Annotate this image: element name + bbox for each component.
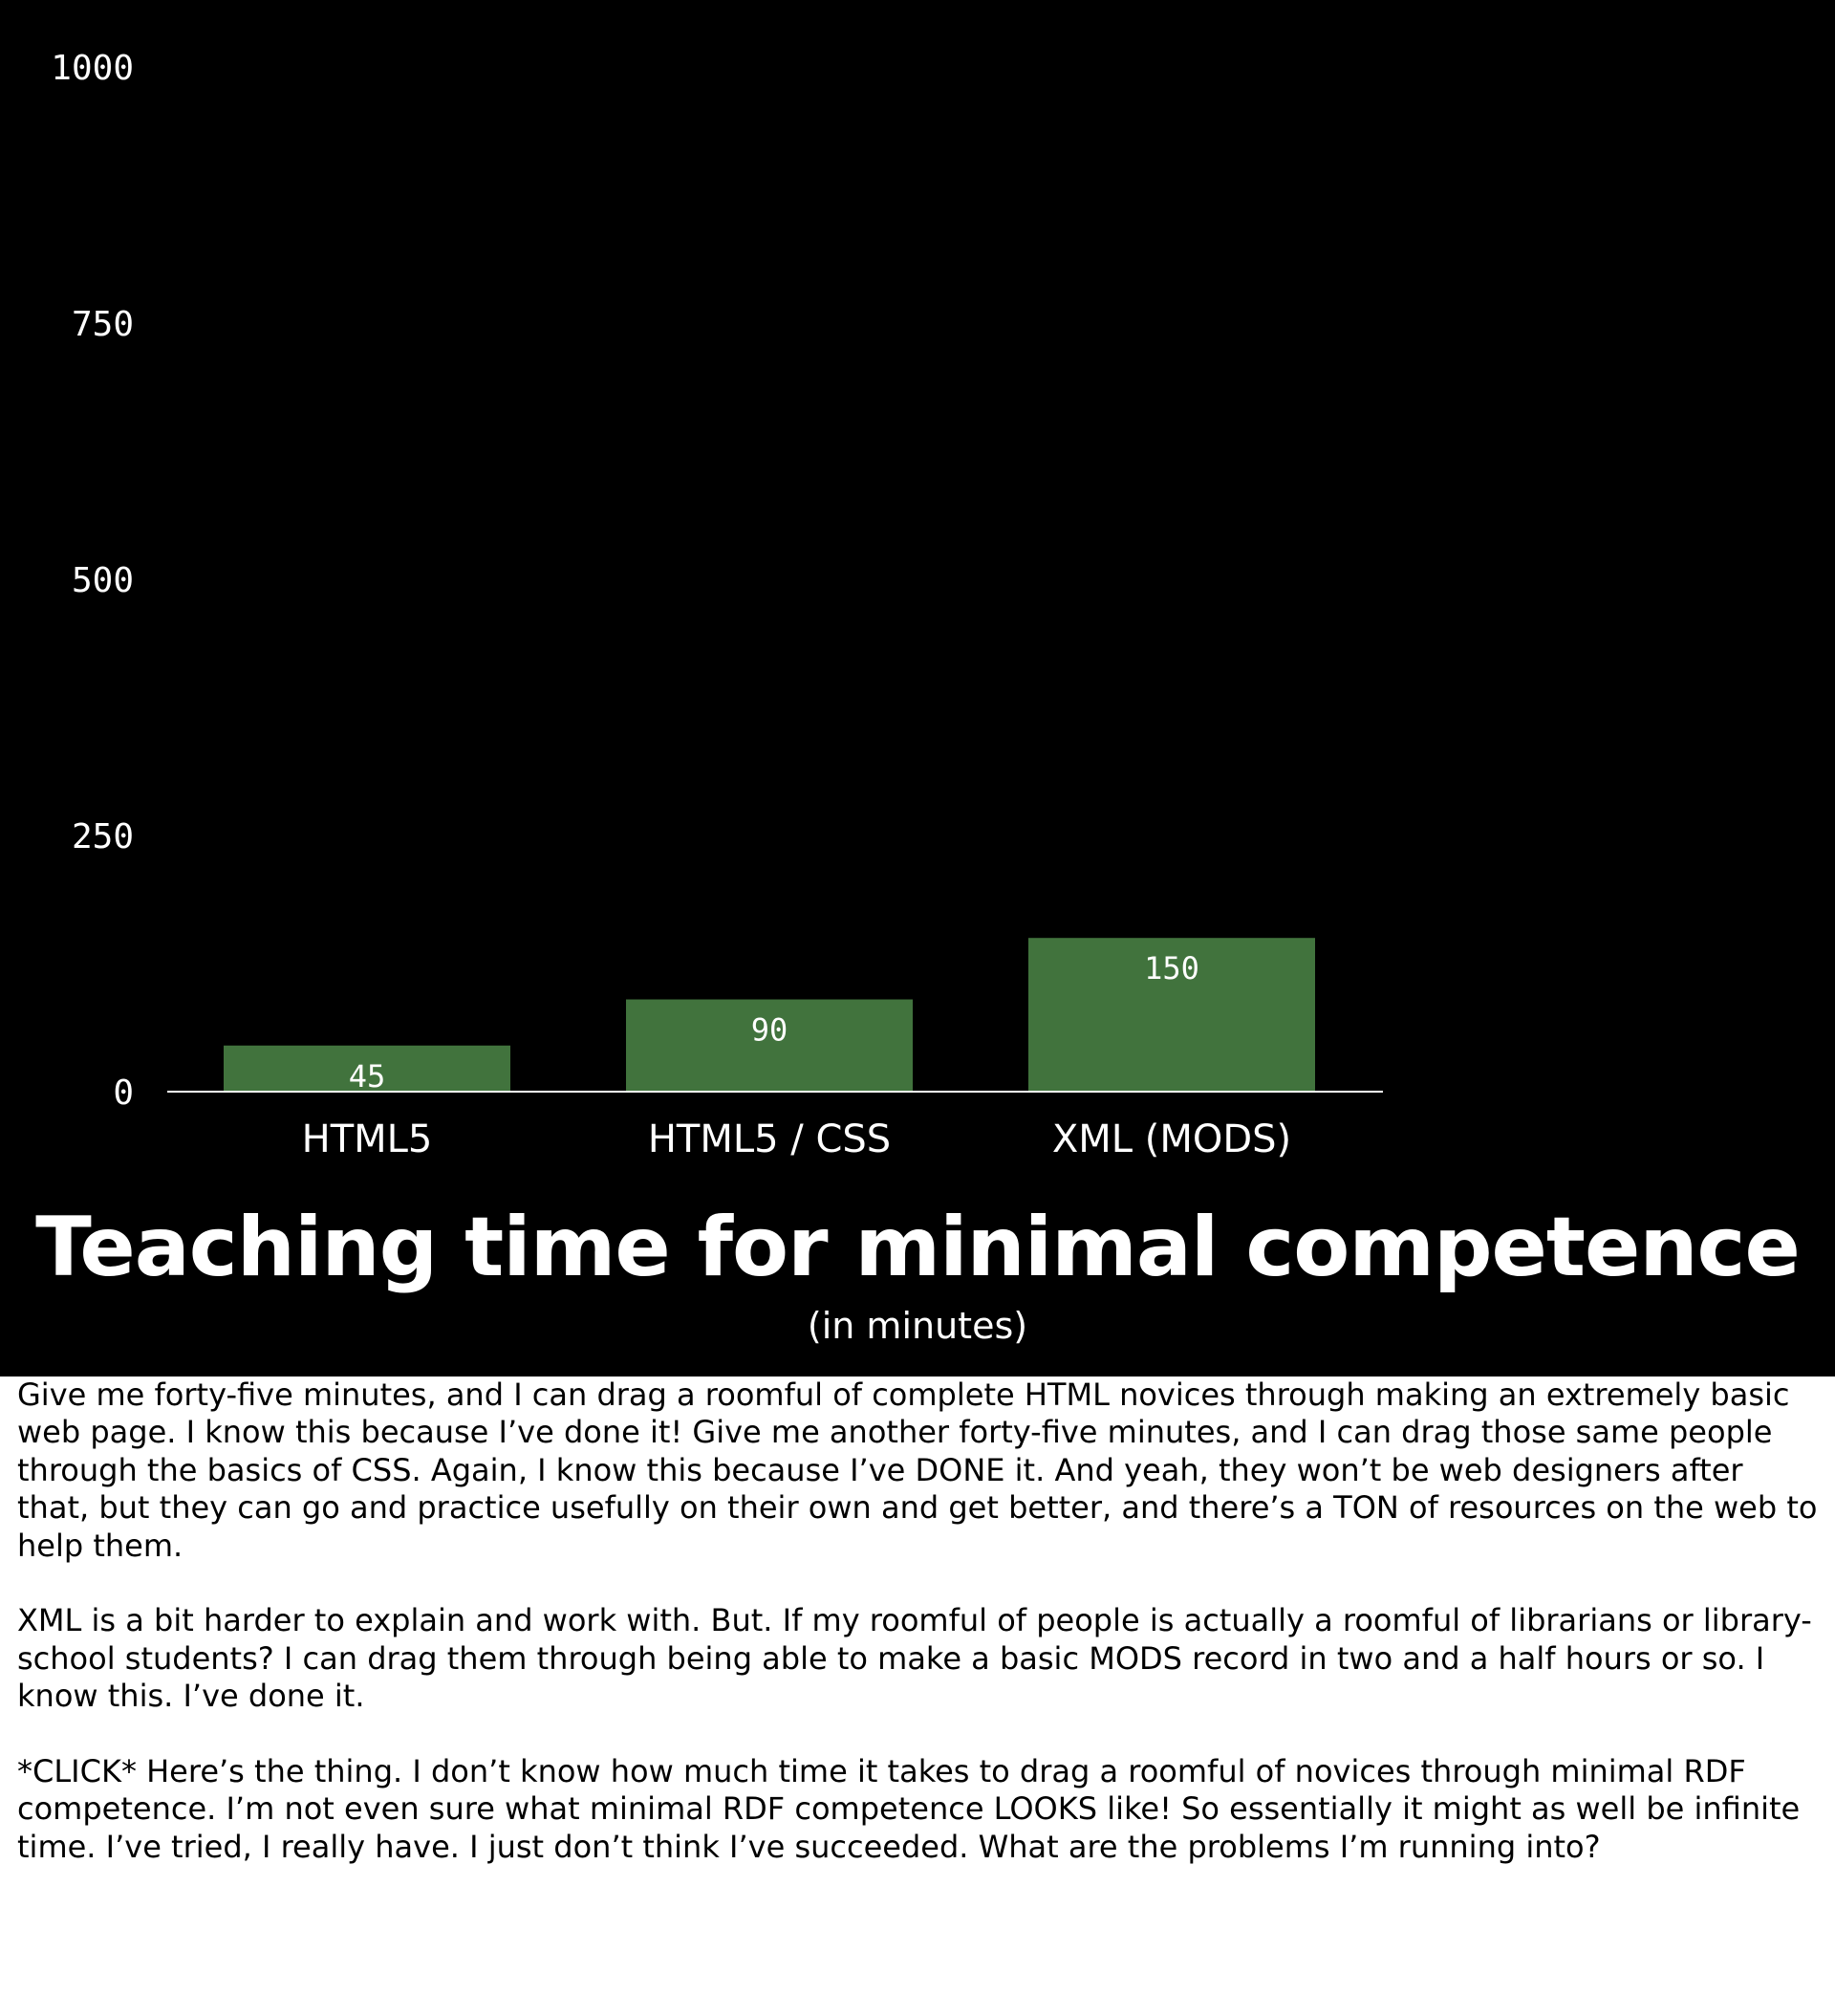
chart-title: Teaching time for minimal competence xyxy=(35,1200,1800,1295)
x-category-label: HTML5 / CSS xyxy=(647,1117,892,1161)
data-label: 45 xyxy=(348,1057,386,1095)
notes-paragraph-2: XML is a bit harder to explain and work with. But. If my roomful of people is actually a roomful of librarians or library-school students? I can drag them through being able to make a basic MODS record in two and a half hours or so. I know this. I’ve done it. xyxy=(17,1602,1812,1715)
notes-paragraph-1: Give me forty-five minutes, and I can drag a roomful of complete HTML novices through making an extremely basic web page. I know this because I’ve done it! Give me another forty-five minutes, and I can drag those same people through the basics of CSS. Again, I know this because I’ve DONE it. And yeah, they won’t be web designers after that, but they can go and practice usefully on their own and get better, and there’s a TON of resources on the web to help them. xyxy=(17,1377,1818,1564)
y-tick-label: 250 xyxy=(71,817,134,856)
x-category-label: HTML5 xyxy=(301,1117,433,1161)
y-tick-label: 500 xyxy=(71,561,134,600)
y-tick-label: 1000 xyxy=(51,49,134,88)
y-tick-label: 750 xyxy=(71,305,134,344)
speaker-notes xyxy=(17,1377,1818,1904)
data-label: 90 xyxy=(750,1011,788,1049)
y-tick-label: 0 xyxy=(113,1073,134,1113)
notes-paragraph-3: *CLICK* Here’s the thing. I don’t know how much time it takes to drag a roomful of novices through minimal RDF competence. I’m not even sure what minimal RDF competence LOOKS like! So essentially it might as well be infinite time. I’ve tried, I really have. I just don’t think I’ve succeeded. What are the problems I’m running into? xyxy=(17,1753,1801,1865)
chart-subtitle: (in minutes) xyxy=(807,1305,1028,1347)
data-label: 150 xyxy=(1144,950,1199,987)
x-category-label: XML (MODS) xyxy=(1051,1117,1292,1161)
